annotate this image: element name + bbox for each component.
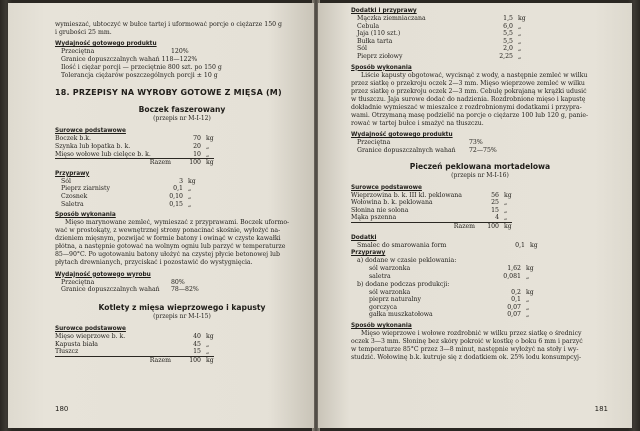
recipe-norm: (przepis nr M-I-12): [153, 115, 211, 123]
ingredient-name: Boczek b.k.: [55, 135, 92, 143]
ingredient-name: Tłuszcz: [55, 348, 79, 356]
spice-name: Saletra: [61, 200, 84, 208]
additions-table: [351, 242, 538, 250]
spice-qty: 0,07: [507, 311, 521, 319]
ingredient-unit: „: [518, 22, 522, 30]
table-row: [351, 15, 526, 23]
spice-unit: kg: [526, 288, 534, 296]
yield-value: 78—82%: [171, 286, 199, 294]
yield-key: Granice dopuszczalnych wahań: [357, 146, 456, 154]
ingredient-qty: 2,25: [499, 53, 513, 61]
table-row: [55, 193, 196, 201]
additions-label: Dodatki i przyprawy: [351, 8, 417, 14]
raw-materials-table: [55, 333, 214, 364]
method-line: rować w tartej bułce i smażyć na tłuszczu.: [351, 119, 484, 127]
method-line: studzić. Wołowinę b.k. kutruje się z dodatkiem ok. 25% lodu konsumpcyj-: [351, 354, 582, 362]
left-page-content: [55, 21, 309, 365]
page-number: 181: [594, 405, 608, 413]
method-label: Sposób wykonania: [351, 64, 412, 71]
spice-qty: 1,62: [507, 265, 521, 273]
intro-line: i grubości 25 mm.: [55, 29, 112, 37]
spice-unit: „: [526, 303, 530, 311]
spice-unit: „: [526, 272, 530, 280]
yield-block: [55, 279, 309, 295]
ingredient-qty: 5,5: [503, 30, 513, 38]
table-row: [55, 135, 214, 143]
sum-row: [55, 159, 214, 167]
ingredient-name: Kapusta biała: [55, 340, 98, 348]
ingredient-qty: 70: [193, 135, 201, 143]
ingredient-qty: 45: [193, 340, 201, 348]
ingredient-qty: 20: [193, 142, 201, 150]
yield-block: [351, 139, 609, 155]
sum-row: [351, 223, 512, 231]
additions-table: [351, 15, 526, 61]
ingredient-qty: 6,0: [503, 22, 513, 30]
sum-qty: 100: [481, 223, 502, 231]
ingredient-qty: 10: [193, 150, 201, 158]
method-label: Sposób wykonania: [351, 322, 412, 329]
raw-materials-label: Surowce podstawowe: [55, 128, 126, 135]
page-number: 180: [55, 405, 69, 413]
ingredient-unit: „: [518, 30, 522, 38]
method-line: 85—90°C. Po ugotowaniu batony ułożyć na czystej płycie betonowej lub: [55, 251, 280, 259]
right-page-content: [351, 7, 609, 362]
spices-table: [351, 289, 534, 319]
yield-key: Przeciętna: [61, 278, 95, 286]
spices-subheading: a) dodane w czasie peklowania:: [357, 257, 457, 265]
method-line: płytach drewnianych, przyciskać i pozostawić do wystygnięcia.: [55, 259, 253, 267]
yield-label: Wydajność gotowego produktu: [55, 41, 157, 48]
right-page: [318, 3, 632, 428]
method-label: Sposób wykonania: [55, 212, 116, 219]
ingredient-unit: „: [518, 53, 522, 61]
table-row: [351, 304, 534, 312]
table-row: [351, 214, 512, 222]
spice-qty: 0,07: [507, 303, 521, 311]
spice-qty: 0,081: [503, 272, 521, 280]
ingredient-name: Szynka lub łopatka b. k.: [55, 142, 131, 150]
method-line: wać w prostokąty, z wewnętrznej strony ponacinać skośnie, wyłożyć na-: [55, 227, 281, 235]
spice-name: Sól: [61, 177, 71, 185]
ingredient-qty: 25: [491, 199, 499, 207]
table-row: [351, 273, 534, 281]
ingredient-unit: „: [206, 340, 210, 348]
ingredient-unit: „: [206, 142, 210, 150]
table-row: [55, 185, 196, 193]
method-line: w tłuszczu. Jaja surowe dodać do nadzienia. Rozdrobnione mięso i kapustę: [351, 95, 586, 103]
sum-unit: kg: [504, 223, 512, 231]
ingredient-unit: „: [518, 45, 522, 53]
ingredient-qty: 15: [491, 206, 499, 214]
method-line: dzieniem mięsnym, pozwijać w formie batony i owinąć w czyste kawałki: [55, 235, 281, 243]
ingredient-name: Jaja (110 szt.): [357, 30, 401, 38]
spices-table: [55, 178, 196, 208]
sum-row: [55, 356, 214, 364]
ingredient-unit: kg: [530, 241, 538, 249]
method-line: wami. Otrzymaną masę podzielić na porcje o ciężarze 100 lub 120 g, panie-: [351, 111, 589, 119]
spice-unit: „: [526, 311, 530, 319]
ingredient-name: Wołowina b. k. peklowana: [351, 199, 433, 207]
yield-key: Tolerancja ciężarów poszczególnych porcji ± 10 g: [61, 71, 218, 79]
spice-name: pieprz naturalny: [369, 296, 421, 304]
table-row: [351, 45, 526, 53]
table-row: [351, 296, 534, 304]
method-line: przez siatkę o przekroju oczek 2—3 mm. Mięso wieprzowe zemleć w wilku: [351, 79, 585, 87]
ingredient-qty: 4: [495, 214, 499, 222]
ingredient-unit: kg: [518, 15, 526, 23]
method-line: oczek 3—3 mm. Słoninę bez skóry pokroić w kostkę o boku 6 mm i parzyć: [351, 338, 583, 346]
spice-unit: „: [188, 185, 192, 193]
raw-materials-table: [351, 192, 512, 231]
spice-qty: 0,1: [511, 296, 521, 304]
ingredient-unit: „: [504, 206, 508, 214]
intro-line: wymieszać, ubtoczyć w bułce tartej i uformować porcje o ciężarze 150 g: [55, 21, 283, 28]
ingredient-name: Mięso wołowe lub cielęce b. k.: [55, 150, 151, 158]
ingredient-name: Mąka pszenna: [351, 214, 397, 222]
ingredient-unit: „: [206, 348, 210, 356]
yield-value: 80%: [171, 278, 185, 286]
ingredient-qty: 1,5: [503, 15, 513, 23]
spices-subheading: b) dodane podczas produkcji:: [357, 280, 450, 288]
spice-name: saletra: [369, 272, 391, 280]
table-row: [351, 192, 512, 200]
table-row: [351, 23, 526, 31]
yield-key: Ilość i ciężar porcji — przeciętnie 800 szt. po 150 g: [61, 63, 222, 71]
sum-unit: kg: [206, 356, 214, 364]
ingredient-name: Wieprzowina b. k. III kl. peklowana: [351, 191, 462, 199]
ingredient-qty: 56: [491, 191, 499, 199]
ingredient-name: Bułka tarta: [357, 37, 393, 45]
table-row: [351, 53, 526, 61]
ingredient-unit: „: [504, 199, 508, 207]
ingredient-name: Smalec do smarowania form: [357, 241, 447, 249]
spice-name: gorczyca: [369, 303, 398, 311]
section-title: 18. PRZEPISY NA WYROBY GOTOWE Z MIĘSA (M): [55, 88, 282, 98]
left-page: [8, 3, 314, 428]
spice-name: gałka muszkatołowa: [369, 311, 433, 319]
table-row: [55, 178, 196, 186]
spice-unit: kg: [526, 265, 534, 273]
ingredient-qty: 5,5: [503, 37, 513, 45]
ingredient-name: Słonina nie solona: [351, 206, 409, 214]
sum-label: Razem: [55, 356, 177, 364]
ingredient-qty: 0,1: [515, 241, 525, 249]
recipe-title: Kotlety z mięsa wieprzowego i kapusty: [98, 303, 266, 313]
sum-label: Razem: [55, 159, 177, 167]
spice-unit: „: [526, 296, 530, 304]
raw-materials-table: [55, 135, 214, 166]
yield-key: Granice dopuszczalnych wahań 118—122%: [61, 55, 198, 63]
yield-key: Granice dopuszczalnych wahań: [61, 286, 160, 294]
table-row: [351, 207, 512, 215]
yield-block: [55, 48, 309, 79]
yield-key: Przeciętna: [357, 139, 391, 147]
table-row: [55, 143, 214, 151]
ingredient-name: Sól: [357, 45, 367, 53]
table-row: [55, 341, 214, 349]
table-row: [351, 289, 534, 297]
ingredient-name: Mączka ziemniaczana: [357, 15, 426, 23]
spice-qty: 0,15: [169, 200, 183, 208]
method-line: Mięso wieprzowe i wołowe rozdrobnić w wilku przez siatkę o średnicy: [361, 330, 582, 338]
spice-unit: „: [188, 192, 192, 200]
ingredient-unit: kg: [504, 191, 512, 199]
spice-name: Pieprz ziarnisty: [61, 185, 110, 193]
table-row: [351, 265, 534, 273]
spices-label: Przyprawy: [55, 170, 90, 177]
table-row: [351, 199, 512, 207]
ingredient-unit: kg: [206, 333, 214, 341]
yield-value: 72—75%: [469, 146, 497, 154]
recipe-norm: (przepis nr M-I-16): [451, 171, 509, 179]
yield-value: 73%: [469, 139, 483, 147]
spice-name: sól warzonka: [369, 288, 411, 296]
yield-value: 120%: [171, 48, 189, 56]
spice-qty: 0,1: [173, 185, 183, 193]
method-line: dokładnie wymieszać w mieszalce z rozdrobnionymi dodatkami i przypra-: [351, 103, 582, 111]
spice-unit: „: [188, 200, 192, 208]
method-line: w temperaturze 85°C przez 3—8 minut, następnie wyłożyć na stoły i wy-: [351, 346, 579, 354]
method-line: przez siatkę o przekroju oczek 2—3 mm. Cebulę pokrajaną w krążki udusić: [351, 87, 587, 95]
spices-label: Przyprawy: [351, 250, 386, 257]
table-row: [351, 242, 538, 250]
yield-label: Wydajność gotowego wyrobu: [55, 271, 151, 278]
table-row: [55, 348, 214, 356]
ingredient-qty: 2,0: [503, 45, 513, 53]
recipe-title: Pieczeń peklowana mortadelowa: [409, 161, 551, 171]
raw-materials-label: Surowce podstawowe: [55, 326, 126, 333]
ingredient-qty: 40: [193, 333, 201, 341]
spices-table: [351, 265, 534, 280]
ingredient-unit: „: [206, 150, 210, 158]
spice-qty: 0,2: [511, 288, 521, 296]
ingredient-name: Cebula: [357, 22, 380, 30]
ingredient-unit: „: [518, 37, 522, 45]
table-row: [351, 311, 534, 319]
sum-qty: 100: [177, 159, 204, 167]
raw-materials-label: Surowce podstawowe: [351, 184, 422, 191]
ingredient-qty: 15: [193, 348, 201, 356]
table-row: [351, 38, 526, 46]
sum-label: Razem: [351, 223, 481, 231]
yield-label: Wydajność gotowego produktu: [351, 131, 453, 138]
sum-qty: 100: [177, 356, 204, 364]
spice-qty: 0,10: [169, 192, 183, 200]
spice-qty: 3: [179, 177, 183, 185]
table-row: [351, 30, 526, 38]
spice-name: sól warzonka: [369, 265, 411, 273]
ingredient-unit: kg: [206, 135, 214, 143]
additions-label: Dodatki: [351, 234, 377, 241]
ingredient-name: Pieprz ziołowy: [357, 53, 403, 61]
recipe-norm: (przepis nr M-I-15): [153, 313, 211, 321]
table-row: [55, 151, 214, 159]
spice-name: Czosnek: [61, 192, 88, 200]
method-line: Mięso marynowane zemleć, wymieszać z przyprawami. Boczek uformo-: [65, 219, 290, 227]
recipe-title: Boczek faszerowany: [138, 105, 226, 115]
spice-unit: kg: [188, 177, 196, 185]
method-line: Liście kapusty obgotować, wycisnąć z wody, a następnie zemleć w wilku: [361, 71, 588, 79]
sum-unit: kg: [206, 159, 214, 167]
ingredient-unit: „: [504, 214, 508, 222]
table-row: [55, 333, 214, 341]
yield-key: Przeciętna: [61, 48, 95, 56]
table-row: [55, 201, 196, 209]
method-line: płótna, a następnie gotować na wolnym ogniu lub parzyć w temperaturze: [55, 243, 286, 251]
ingredient-name: Mięso wieprzowe b. k.: [55, 333, 126, 341]
